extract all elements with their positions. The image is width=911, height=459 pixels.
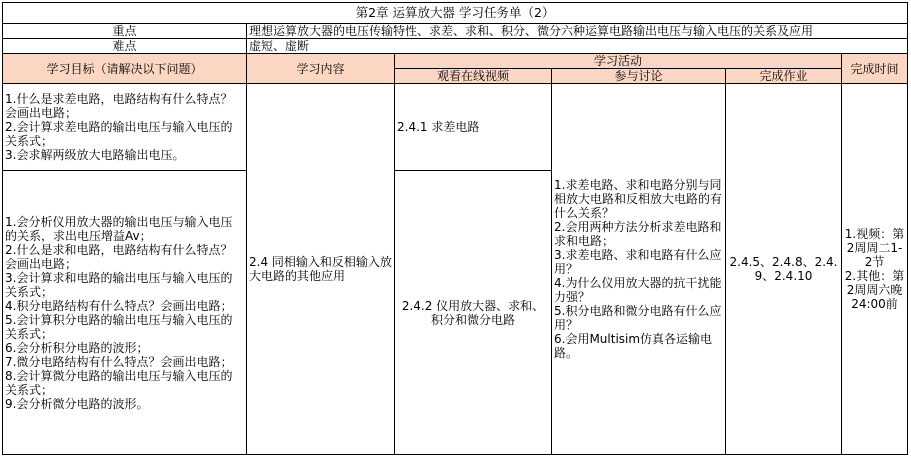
homework-cell: 2.4.5、2.4.8、2.4.9、2.4.10 bbox=[726, 84, 842, 455]
objectives-cell-1 bbox=[3, 84, 247, 171]
objective-item: 2.什么是求和电路，电路结构有什么特点？会画出电路； bbox=[5, 242, 233, 271]
header-activities: 学习活动 bbox=[395, 54, 842, 69]
objective-item: 1.会分析仪用放大器的输出电压与输入电压的关系，求出电压增益Av； bbox=[5, 214, 233, 243]
video-cell-1: 2.4.1 求差电路 bbox=[395, 84, 552, 171]
discussion-item: 4.为什么仪用放大器的抗干扰能力强？ bbox=[554, 276, 722, 304]
difficulties-value: 虚短、虚断 bbox=[247, 39, 908, 54]
objective-item: 3.会计算求和电路的输出电压与输入电压的关系式； bbox=[5, 270, 233, 299]
header-discussion: 参与讨论 bbox=[552, 69, 726, 84]
objective-item: 6.会分析积分电路的波形； bbox=[5, 340, 149, 355]
objectives-cell-2 bbox=[3, 171, 247, 455]
objective-item: 9.会分析微分电路的波形。 bbox=[5, 396, 149, 411]
discussion-item: 3.求差电路、求和电路有什么应用？ bbox=[554, 248, 722, 276]
header-video: 观看在线视频 bbox=[395, 69, 552, 84]
discussion-item: 6.会用Multisim仿真各运输电路。 bbox=[554, 332, 713, 360]
discussion-cell bbox=[552, 84, 726, 455]
header-content: 学习内容 bbox=[247, 54, 395, 84]
video-cell-2: 2.4.2 仪用放大器、求和、积分和微分电路 bbox=[395, 171, 552, 455]
completion-time-item: 1.视频：第2周周二1-2节 bbox=[844, 227, 905, 269]
discussion-item: 1.求差电路、求和电路分别与同相放大电路和反相放大电路的有什么关系？ bbox=[554, 178, 723, 220]
content-cell: 2.4 同相输入和反相输入放大电路的其他应用 bbox=[247, 84, 395, 455]
completion-time-cell bbox=[842, 84, 908, 455]
header-homework: 完成作业 bbox=[726, 69, 842, 84]
difficulties-label: 难点 bbox=[3, 39, 247, 54]
header-time: 完成时间 bbox=[842, 54, 908, 84]
completion-time-item: 2.其他：第2周周六晚24:00前 bbox=[844, 269, 905, 311]
objective-item: 8.会计算微分电路的输出电压与输入电压的关系式； bbox=[5, 368, 233, 397]
objective-item: 1.什么是求差电路，电路结构有什么特点？会画出电路； bbox=[5, 92, 233, 120]
objective-item: 5.会计算积分电路的输出电压与输入电压的关系式； bbox=[5, 312, 233, 341]
objective-item: 4.积分电路结构有什么特点？会画出电路； bbox=[5, 298, 233, 313]
objective-item: 3.会求解两级放大电路输出电压。 bbox=[5, 148, 185, 162]
discussion-item: 2.会用两种方法分析求差电路和求和电路； bbox=[554, 220, 722, 248]
task-sheet-table bbox=[2, 2, 908, 455]
key-points-value: 理想运算放大器的电压传输特性、求差、求和、积分、微分六种运算电路输出电压与输入电压的关系及应用 bbox=[247, 24, 908, 39]
sheet-title: 第2章 运算放大器 学习任务单（2） bbox=[3, 3, 908, 24]
header-objectives: 学习目标（请解决以下问题） bbox=[3, 54, 247, 84]
objective-item: 7.微分电路结构有什么特点？会画出电路； bbox=[5, 354, 233, 369]
discussion-item: 5.积分电路和微分电路有什么应用？ bbox=[554, 304, 722, 332]
key-points-label: 重点 bbox=[3, 24, 247, 39]
objective-item: 2.会计算求差电路的输出电压与输入电压的关系式； bbox=[5, 120, 233, 148]
